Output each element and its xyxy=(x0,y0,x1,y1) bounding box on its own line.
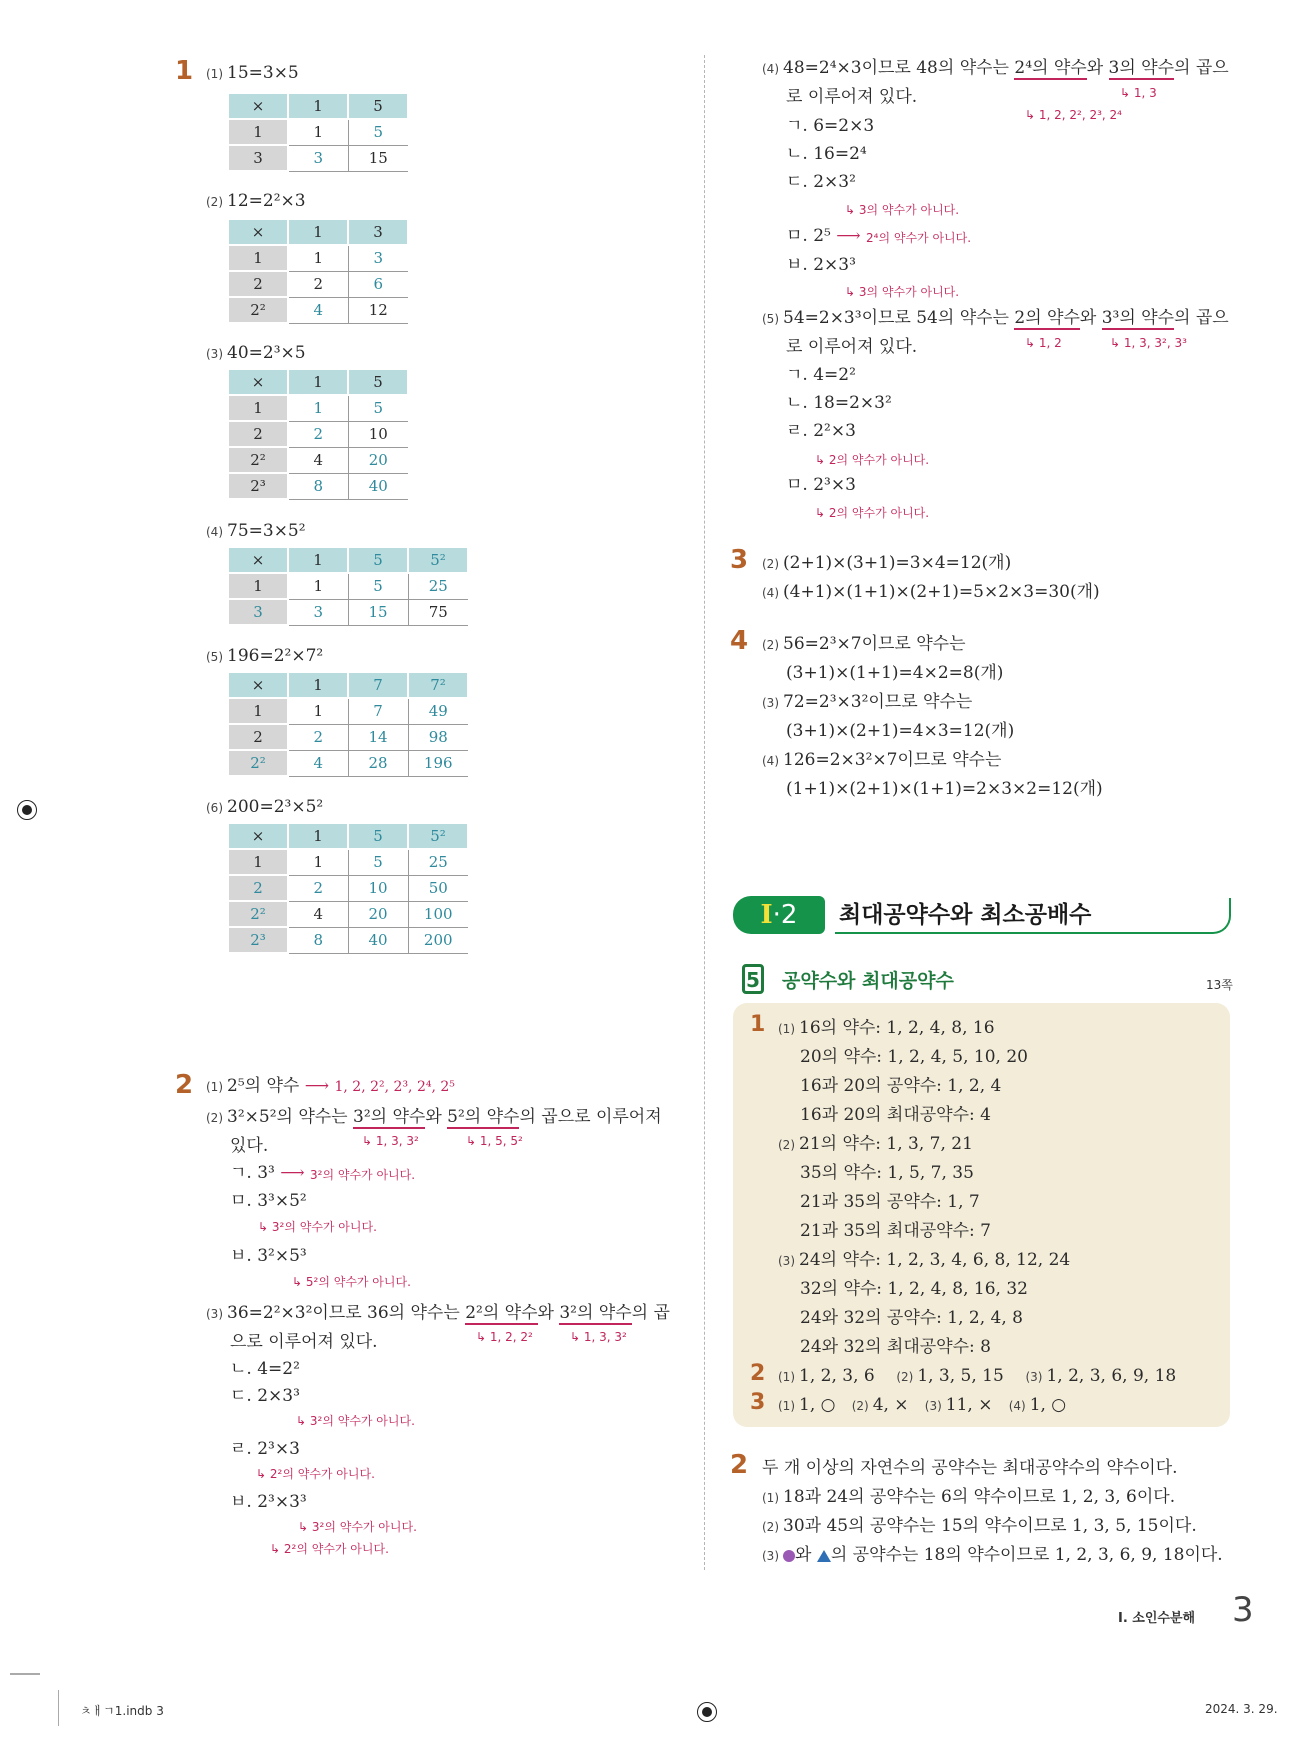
q2-part5-item-nieun: ㄴ. 18=2×3² xyxy=(786,393,892,413)
q2-part3-item-nieun: ㄴ. 4=2² xyxy=(230,1359,300,1379)
box-line: 32의 약수: 1, 2, 4, 8, 16, 32 xyxy=(800,1279,1028,1299)
question-number-2b: 2 xyxy=(730,1450,749,1480)
section-title: 최대공약수와 최소공배수 xyxy=(835,898,1231,934)
multiplication-table-6: × 1 5 5² 1 1 5 25 2 2 10 50 2² 4 20 100 2³ 8 40 200 xyxy=(229,824,469,954)
box-question-number-2: 2 xyxy=(750,1361,766,1386)
q2-part3-annotation-2: ↳ 1, 3, 3² xyxy=(570,1330,627,1344)
box-q2-answers: (1) 1, 2, 3, 6 (2) 1, 3, 5, 15 (3) 1, 2, 3, 6, 9, 18 xyxy=(778,1366,1177,1386)
q2-part5-mieum-note: ↳ 2의 약수가 아니다. xyxy=(815,506,930,520)
page-reference: 13쪽 xyxy=(1206,978,1233,992)
q1-part4-equation: (4) 75=3×5² xyxy=(206,521,306,541)
q2b-intro: 두 개 이상의 자연수의 공약수는 최대공약수의 약수이다. xyxy=(762,1458,1178,1478)
box-line: 16과 20의 최대공약수: 4 xyxy=(800,1105,991,1125)
q1-part5-equation: (5) 196=2²×7² xyxy=(206,646,324,666)
question-number-2: 2 xyxy=(175,1070,194,1100)
q2-part4-item-digeut: ㄷ. 2×3² xyxy=(786,172,856,192)
section-heading xyxy=(733,896,1233,936)
q2-part5-line2: 로 이루어져 있다. xyxy=(786,337,918,357)
q2-part5-item-giyeok: ㄱ. 4=2² xyxy=(786,365,856,385)
q3-line-4: (4) (4+1)×(1+1)×(2+1)=5×2×3=30(개) xyxy=(762,582,1100,602)
box-line: 21과 35의 최대공약수: 7 xyxy=(800,1221,991,1241)
q2-part2-annotation-1: ↳ 1, 3, 3² xyxy=(362,1134,419,1148)
q2-part4-item-bieup: ㅂ. 2×3³ xyxy=(786,255,856,275)
q3-line-2: (2) (2+1)×(3+1)=3×4=12(개) xyxy=(762,553,1012,573)
q4-line-4: (3+1)×(2+1)=4×3=12(개) xyxy=(786,721,1015,741)
q2-part5-annotation-2: ↳ 1, 3, 3², 3³ xyxy=(1110,336,1187,350)
q2-part4-annotation-2: ↳ 1, 3 xyxy=(1120,86,1157,100)
page-number: 3 xyxy=(1232,1590,1254,1630)
q2-part5-annotation-1: ↳ 1, 2 xyxy=(1025,336,1062,350)
q4-line-6: (1+1)×(2+1)×(1+1)=2×3×2=12(개) xyxy=(786,779,1103,799)
q2-part4-digeut-note: ↳ 3의 약수가 아니다. xyxy=(845,203,960,217)
registration-mark-icon xyxy=(17,800,37,820)
box-line: 21과 35의 공약수: 1, 7 xyxy=(800,1192,980,1212)
q2-part4-mieum-note: 2⁴의 약수가 아니다. xyxy=(866,231,972,245)
slug-filename: ㅊㅐㄱ1.indb 3 xyxy=(80,1704,164,1718)
box-line: 24와 32의 공약수: 1, 2, 4, 8 xyxy=(800,1308,1023,1328)
q2-part3-line2: 으로 이루어져 있다. xyxy=(230,1332,378,1352)
q1-part3-equation: (3) 40=2³×5 xyxy=(206,343,306,363)
q2-part2-item-mieum: ㅁ. 3³×5² xyxy=(230,1191,307,1211)
box-q3-answers: (1) 1, ○ (2) 4, × (3) 11, × (4) 1, ○ xyxy=(778,1395,1067,1415)
q2-part4-item-mieum: ㅁ. 2⁵ ⟶ xyxy=(786,226,861,246)
registration-mark-icon xyxy=(697,1702,717,1722)
box-line: 24와 32의 최대공약수: 8 xyxy=(800,1337,991,1357)
box-question-number-3: 3 xyxy=(750,1390,766,1415)
crop-mark xyxy=(10,1673,40,1675)
q2-part5-item-mieum: ㅁ. 2³×3 xyxy=(786,475,856,495)
q2-part3-item-bieup: ㅂ. 2³×3³ xyxy=(230,1492,307,1512)
box-line: 35의 약수: 1, 5, 7, 35 xyxy=(800,1163,974,1183)
q1-part6-equation: (6) 200=2³×5² xyxy=(206,797,324,817)
q4-line-5: (4) 126=2×3²×7이므로 약수는 xyxy=(762,750,1002,770)
box-line: (1) 16의 약수: 1, 2, 4, 8, 16 xyxy=(778,1018,995,1038)
q2-part4-bieup-note: ↳ 3의 약수가 아니다. xyxy=(845,285,960,299)
q2b-line-3: (3) 와 의 공약수는 18의 약수이므로 1, 2, 3, 6, 9, 18이다. xyxy=(762,1545,1223,1565)
footer-section-label: I. 소인수분해 xyxy=(1118,1611,1196,1626)
q2-part5-line1: (5) 54=2×3³이므로 54의 약수는 2의 약수와 3³의 약수의 곱으 xyxy=(762,308,1229,328)
q4-line-3: (3) 72=2³×3²이므로 약수는 xyxy=(762,692,973,712)
q2-part2-line1: (2) 3²×5²의 약수는 3²의 약수와 5²의 약수의 곱으로 이루어져 xyxy=(206,1107,662,1127)
question-number-3: 3 xyxy=(730,545,749,575)
q2-item-giyeok-note: 3²의 약수가 아니다. xyxy=(310,1168,416,1182)
purple-circle-icon xyxy=(783,1550,795,1562)
q2-part4-line2: 로 이루어져 있다. xyxy=(786,87,918,107)
q2-item-bieup-note-2: ↳ 2²의 약수가 아니다. xyxy=(270,1542,389,1556)
q2-part2-item-giyeok: ㄱ. 3³ ⟶ xyxy=(230,1163,305,1183)
q4-line-2: (3+1)×(1+1)=4×2=8(개) xyxy=(786,663,1004,683)
q4-line-1: (2) 56=2³×7이므로 약수는 xyxy=(762,634,966,654)
q1-part2-equation: (2) 12=2²×3 xyxy=(206,191,306,211)
box-line: 20의 약수: 1, 2, 4, 5, 10, 20 xyxy=(800,1047,1028,1067)
column-divider xyxy=(704,55,705,1570)
q2-part3-item-digeut: ㄷ. 2×3³ xyxy=(230,1386,300,1406)
multiplication-table-4: × 1 5 5² 1 1 5 25 3 3 15 75 xyxy=(229,548,469,626)
multiplication-table-2: × 1 3 1 1 3 2 2 6 2² 4 12 xyxy=(229,220,409,324)
q2-item-rieul-note: ↳ 2²의 약수가 아니다. xyxy=(256,1467,375,1481)
q2-item-digeut-note: ↳ 3²의 약수가 아니다. xyxy=(296,1414,415,1428)
multiplication-table-3: × 1 5 1 1 5 2 2 10 2² 4 20 2³ 8 40 xyxy=(229,370,409,500)
q2-item-bieup-note-1: ↳ 3²의 약수가 아니다. xyxy=(298,1520,417,1534)
q2-item-mieum-note: ↳ 3²의 약수가 아니다. xyxy=(258,1220,377,1234)
box-line: (3) 24의 약수: 1, 2, 3, 4, 6, 8, 12, 24 xyxy=(778,1250,1071,1270)
q2-part2-line2: 있다. xyxy=(230,1136,269,1156)
q2-item-bieup-note: ↳ 5²의 약수가 아니다. xyxy=(292,1275,411,1289)
question-number-4: 4 xyxy=(730,626,749,656)
q2-part3-line1: (3) 36=2²×3²이므로 36의 약수는 2²의 약수와 3²의 약수의 곱 xyxy=(206,1303,670,1323)
box-question-number-1: 1 xyxy=(750,1012,766,1037)
question-number-1: 1 xyxy=(175,56,194,86)
q2-part3-annotation-1: ↳ 1, 2, 2² xyxy=(476,1330,533,1344)
q2b-line-1: (1) 18과 24의 공약수는 6의 약수이므로 1, 2, 3, 6이다. xyxy=(762,1487,1176,1507)
q2-part2-item-bieup: ㅂ. 3²×5³ xyxy=(230,1246,307,1266)
crop-mark xyxy=(58,1690,59,1726)
q2-part5-item-rieul: ㄹ. 2²×3 xyxy=(786,421,856,441)
q2-part4-item-giyeok: ㄱ. 6=2×3 xyxy=(786,116,875,136)
box-line: 16과 20의 공약수: 1, 2, 4 xyxy=(800,1076,1002,1096)
lesson-number-icon: 5 xyxy=(742,964,764,994)
q2b-line-2: (2) 30과 45의 공약수는 15의 약수이므로 1, 3, 5, 15이다. xyxy=(762,1516,1197,1536)
q1-part1-equation: (1) 15=3×5 xyxy=(206,63,299,83)
q2-part2-annotation-2: ↳ 1, 5, 5² xyxy=(466,1134,523,1148)
q2-part5-rieul-note: ↳ 2의 약수가 아니다. xyxy=(815,453,930,467)
q2-part4-line1: (4) 48=2⁴×3이므로 48의 약수는 2⁴의 약수와 3의 약수의 곱으 xyxy=(762,58,1229,78)
box-line: (2) 21의 약수: 1, 3, 7, 21 xyxy=(778,1134,973,1154)
multiplication-table-1: × 1 5 1 1 5 3 3 15 xyxy=(229,94,409,172)
multiplication-table-5: × 1 7 7² 1 1 7 49 2 2 14 98 2² 4 28 196 xyxy=(229,673,469,777)
q2-part4-annotation-1: ↳ 1, 2, 2², 2³, 2⁴ xyxy=(1025,108,1122,122)
blue-triangle-icon xyxy=(817,1550,831,1562)
q2-part1: (1) 2⁵의 약수 ⟶ 1, 2, 2², 2³, 2⁴, 2⁵ xyxy=(206,1076,455,1096)
section-badge: I·2 xyxy=(733,896,825,934)
q2-part3-item-rieul: ㄹ. 2³×3 xyxy=(230,1439,300,1459)
subsection-title: 공약수와 최대공약수 xyxy=(782,970,954,992)
q2-part4-item-nieun: ㄴ. 16=2⁴ xyxy=(786,144,867,164)
slug-date: 2024. 3. 29. xyxy=(1205,1702,1278,1716)
